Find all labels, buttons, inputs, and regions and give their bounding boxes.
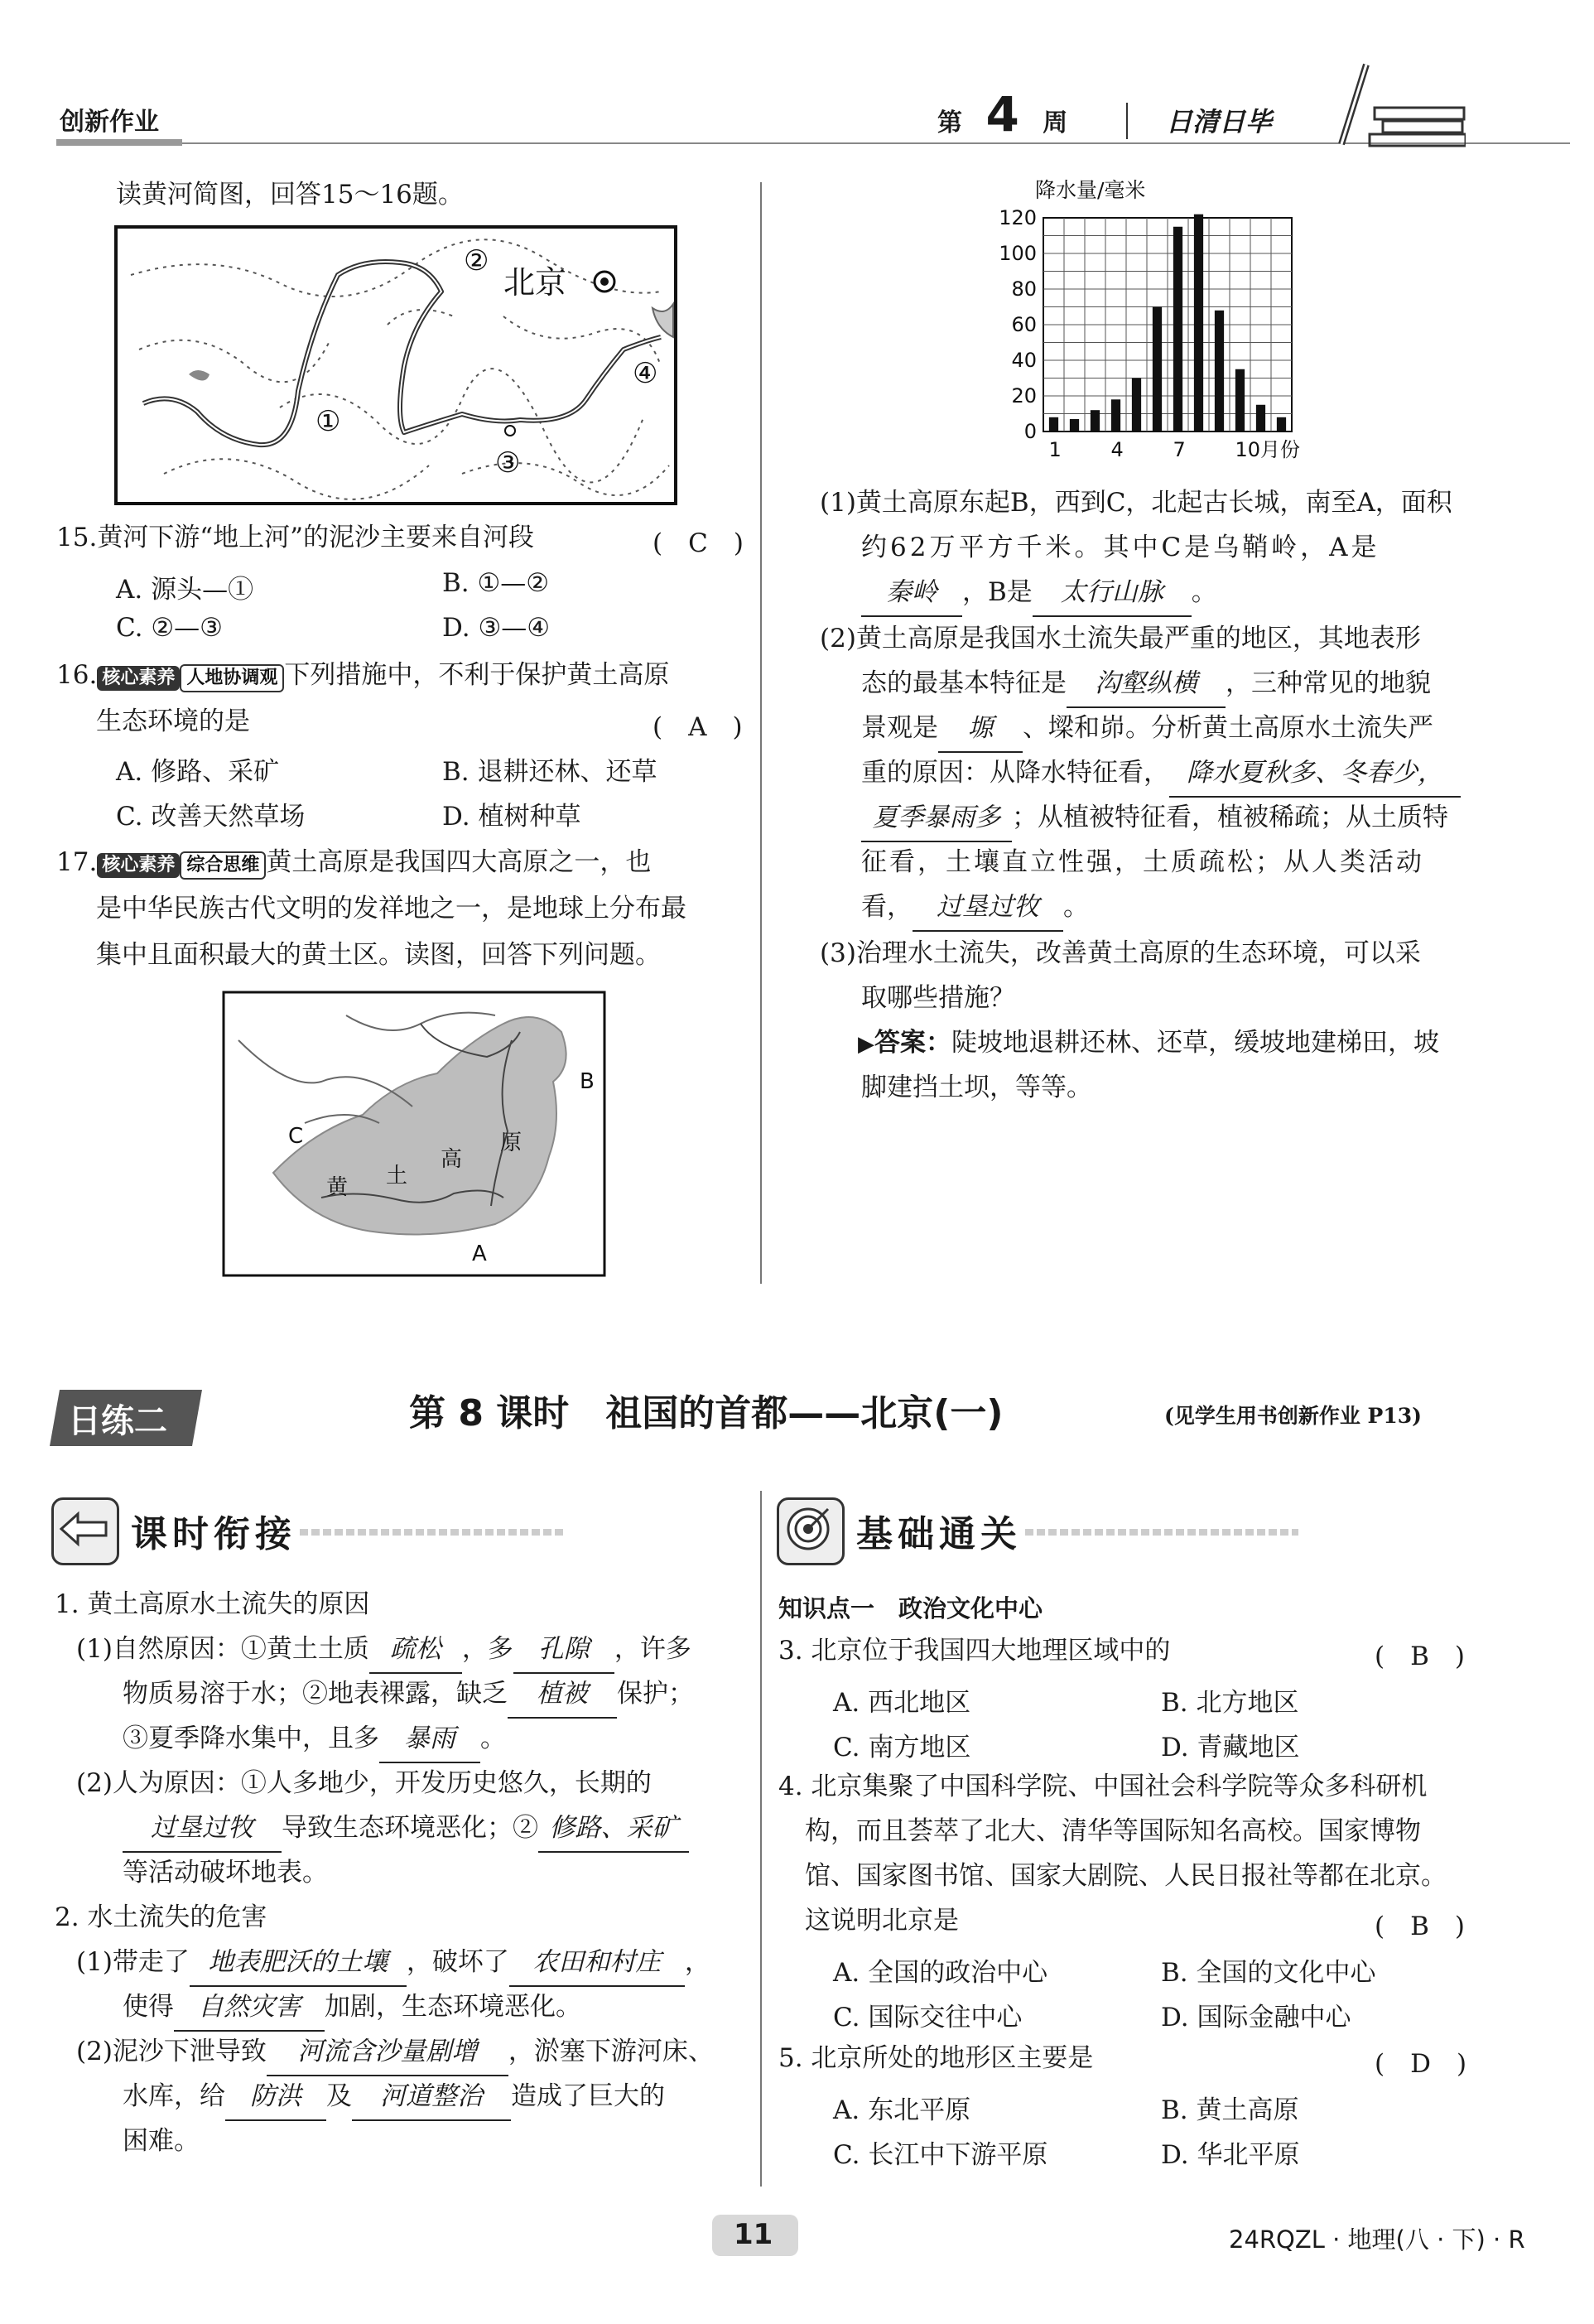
week-prefix: 第: [937, 108, 962, 137]
blank-flood: 防洪: [225, 2074, 326, 2121]
blank-overgrazing: 过垦过牧: [123, 1806, 282, 1853]
chart-bar-month-2: [1070, 419, 1079, 432]
header-brand: 日清日毕: [1166, 106, 1273, 137]
chart-xtick: 4: [1110, 438, 1124, 461]
q16-answer: ( A ): [653, 712, 743, 742]
q17-part2-line5: 夏季暴雨多 ；从植被特征看，植被稀疏；从土质特: [861, 795, 1448, 842]
q15-option-a: A. 源头—①: [116, 575, 254, 605]
q16-tag-core: 核心素养: [97, 666, 180, 691]
q15-answer: ( C ): [653, 528, 744, 558]
left-line-2: 物质易溶于水；②地表裸露，缺乏 植被 保护；: [123, 1671, 694, 1719]
q5-option-a: A. 东北平原: [833, 2095, 971, 2125]
left-subhead: [51, 1497, 565, 1560]
q16-number: 16.: [56, 660, 98, 690]
chart-bar-month-5: [1132, 378, 1141, 432]
map2-label-gao: 高: [441, 1147, 463, 1172]
q17-part2-line4: 重的原因：从降水特征看， 降水夏秋多、冬春少，: [861, 750, 1461, 798]
left-line-4: (2)人为原因：①人多地少，开发历史悠久，长期的: [76, 1768, 652, 1798]
q16-option-a: A. 修路、采矿: [116, 757, 280, 787]
q17-line-2: 是中华民族古代文明的发祥地之一，是地球上分布最: [96, 894, 686, 923]
chart-bar-month-4: [1111, 399, 1120, 432]
q17-part2-line3: 景观是 塬 、墚和峁。分析黄土高原水土流失严: [861, 706, 1433, 753]
map2-label-tu: 土: [386, 1164, 408, 1189]
header-week: [937, 86, 1067, 142]
q17-answer-a: 秦岭: [861, 570, 962, 617]
blank-topsoil: 地表肥沃的土壤: [190, 1940, 407, 1987]
left-line-11: 困难。: [123, 2126, 200, 2156]
lesson-reference: (见学生用书创新作业 P13): [1164, 1404, 1422, 1428]
left-line-8: 使得 自然灾害 加剧，生态环境恶化。: [123, 1984, 581, 2032]
map2-label-huang: 黄: [326, 1175, 349, 1200]
chart-bar-month-12: [1277, 417, 1286, 432]
map1-intro: 读黄河简图，回答15～16题。: [116, 180, 464, 210]
double-arrow-icon: [58, 1509, 109, 1549]
q16-tag-type: 人地协调观: [180, 664, 284, 692]
chart-ytick: 100: [999, 242, 1037, 265]
blank-sediment: 河流含沙量剧增: [267, 2029, 508, 2076]
q15-text: 黄河下游“地上河”的泥沙主要来自河段: [97, 523, 535, 552]
header-left-underline: [56, 139, 182, 146]
q3-option-d: D. 青藏地区: [1161, 1733, 1300, 1762]
answer-line-2: 脚建挡土坝，等等。: [861, 1073, 1092, 1102]
q17-part1-line1: (1)黄土高原东起B，西到C，北起古长城，南至A，面积: [820, 488, 1452, 518]
q4-line-1: 4. 北京集聚了中国科学院、中国社会科学院等众多科研机: [778, 1772, 1428, 1801]
chart-ylabel: 降水量/毫米: [1035, 178, 1146, 202]
q15-option-b: B. ①—②: [442, 568, 550, 598]
q17-answer-b: 太行山脉: [1033, 570, 1192, 617]
section-badge-text: 日练二: [68, 1402, 167, 1440]
q17-answer-landform: 沟壑纵横: [1067, 661, 1226, 708]
q17-part2-line6: 征看，土壤直立性强，土质疏松；从人类活动: [861, 847, 1424, 877]
q16-text-2: 生态环境的是: [96, 706, 250, 736]
page-number: 11: [734, 2218, 773, 2251]
q16-option-d: D. 植树种草: [442, 802, 581, 832]
q3-text: 3. 北京位于我国四大地理区域中的: [778, 1636, 1171, 1666]
q17-part2-line2: 态的最基本特征是 沟壑纵横 ，三种常见的地貌: [861, 661, 1431, 708]
loess-plateau-map: [222, 991, 606, 1277]
q16: [56, 653, 752, 698]
left-line-7: (1)带走了 地表肥沃的土壤 ，破坏了 农田和村庄 ，: [76, 1940, 710, 1987]
q3-option-a: A. 西北地区: [833, 1688, 971, 1718]
q17-part2-line1: (2)黄土高原是我国水土流失最严重的地区，其地表形: [820, 624, 1421, 653]
q5-option-c: C. 长江中下游平原: [833, 2140, 1048, 2170]
left-line-9: (2)泥沙下泄导致 河流含沙量剧增 ，淤塞下游河床、: [76, 2029, 714, 2076]
q17-part3-line1: (3)治理水土流失，改善黄土高原的生态环境，可以采: [820, 938, 1421, 968]
q5-text: 5. 北京所处的地形区主要是: [778, 2043, 1094, 2073]
q4-option-b: B. 全国的文化中心: [1161, 1958, 1376, 1988]
blank-river-control: 河道整治: [352, 2074, 511, 2121]
footer-code: 24RQZL · 地理(八 · 下) · R: [1229, 2225, 1525, 2254]
q16-option-b: B. 退耕还林、还草: [442, 757, 657, 787]
chart-ytick: 80: [1011, 277, 1037, 301]
q4-line-3: 馆、国家图书馆、国家大剧院、人民日报社等都在北京。: [805, 1861, 1447, 1891]
q17: [56, 840, 760, 885]
q4-line-4: 这说明北京是: [805, 1906, 959, 1936]
left-line-3: ③夏季降水集中，且多 暴雨 。: [123, 1716, 506, 1763]
q17-answer-yuan: 塬: [938, 706, 1023, 753]
blank-rainstorm: 暴雨: [379, 1716, 480, 1763]
q17-answer-human: 过垦过牧: [913, 885, 1063, 932]
q17-number: 17.: [56, 847, 98, 877]
chart-ytick: 120: [999, 206, 1037, 229]
q15: [56, 515, 744, 561]
left-heading-1: 1. 黄土高原水土流失的原因: [55, 1589, 370, 1619]
map2-label-yuan: 原: [500, 1131, 523, 1155]
q17-answer-rain: 降水夏秋多、冬春少，: [1169, 750, 1461, 798]
q16-text-1: 下列措施中，不利于保护黄土高原: [284, 660, 670, 690]
q3-answer: ( B ): [1375, 1642, 1465, 1671]
answer-line-1: 陡坡地退耕还林、还草，缓坡地建梯田，坡: [951, 1028, 1439, 1058]
chart-ytick: 60: [1011, 313, 1037, 336]
q17-line-3: 集中且面积最大的黄土区。读图，回答下列问题。: [96, 940, 661, 970]
map2-label-b: B: [580, 1069, 595, 1094]
q4-option-a: A. 全国的政治中心: [833, 1958, 1048, 1988]
left-line-5: 过垦过牧 导致生态环境恶化；② 修路、采矿: [123, 1806, 689, 1853]
q15-option-d: D. ③—④: [442, 613, 551, 643]
q17-part3-line2: 取哪些措施？: [861, 983, 1015, 1013]
q15-number: 15.: [56, 523, 98, 552]
map1-mark-1: ①: [315, 405, 341, 438]
q4-line-2: 构，而且荟萃了北大、清华等国际知名高校。国家博物: [805, 1816, 1421, 1846]
week-suffix: 周: [1043, 108, 1068, 137]
blank-disaster: 自然灾害: [174, 1984, 325, 2032]
q17-part1-line2: 约62万平方千米。其中C是乌鞘岭，A是: [861, 533, 1380, 562]
week-number: 4: [985, 86, 1019, 142]
header-left-label: 创新作业: [60, 108, 159, 137]
blank-pores: 孔隙: [513, 1627, 614, 1674]
map1-mark-4: ④: [633, 357, 658, 390]
chart-bar-month-1: [1049, 417, 1058, 432]
q17-line-1: 黄土高原是我国四大高原之一，也: [266, 847, 652, 877]
map2-label-a: A: [472, 1242, 487, 1266]
chart-bar-month-11: [1256, 405, 1265, 432]
q15-option-c: C. ②—③: [116, 613, 223, 643]
q17-answer-storm: 夏季暴雨多: [861, 795, 1012, 842]
q17-tag-core: 核心素养: [97, 853, 180, 878]
map1-mark-3: ③: [495, 446, 521, 480]
map1-city-label: 北京: [503, 264, 567, 301]
column-divider-bottom: [760, 1491, 762, 2187]
left-line-10: 水库，给 防洪 及 河道整治 造成了巨大的: [123, 2074, 665, 2121]
q17-part1-line3: 秦岭 ，B是 太行山脉 。: [861, 570, 1217, 617]
chart-bar-month-8: [1194, 215, 1203, 432]
left-line-6: 等活动破坏地表。: [123, 1858, 328, 1888]
blank-loose: 疏松: [369, 1627, 462, 1674]
q5-answer: ( D ): [1375, 2049, 1467, 2079]
chart-ytick: 20: [1011, 384, 1037, 407]
knowledge-point-1: 知识点一 政治文化中心: [778, 1594, 1043, 1622]
target-icon: [785, 1506, 831, 1552]
column-divider-top: [760, 182, 762, 1284]
left-heading-2: 2. 水土流失的危害: [55, 1902, 267, 1932]
map2-label-c: C: [288, 1124, 304, 1149]
header-divider: [1126, 103, 1128, 139]
map1-mark-2: ②: [464, 244, 489, 277]
q3-option-c: C. 南方地区: [833, 1733, 971, 1762]
q4-answer: ( B ): [1375, 1912, 1465, 1941]
precipitation-chart: [977, 172, 1325, 479]
blank-farmland: 农田和村庄: [509, 1940, 685, 1987]
book-pen-icon: [1325, 58, 1466, 149]
answer-label: 答案：: [874, 1028, 951, 1058]
right-subhead-title: 基础通关: [856, 1513, 1022, 1555]
blank-roadbuilding: 修路、采矿: [538, 1806, 689, 1853]
left-subhead-title: 课时衔接: [131, 1513, 296, 1555]
q16-option-c: C. 改善天然草场: [116, 802, 306, 832]
q17-tag-type: 综合思维: [180, 851, 266, 880]
chart-xtick: 10月份: [1235, 438, 1301, 461]
q17-answer-block: [858, 1020, 1439, 1068]
chart-bar-month-6: [1153, 307, 1162, 432]
chart-ytick: 40: [1011, 349, 1037, 372]
q17-part2-line7: 看， 过垦过牧 。: [861, 885, 1089, 932]
chart-xtick: 1: [1048, 438, 1062, 461]
yellow-river-map: [114, 225, 677, 505]
q5-option-d: D. 华北平原: [1161, 2140, 1300, 2170]
chart-bar-month-10: [1235, 369, 1245, 432]
left-line-1: (1)自然原因：①黄土土质 疏松 ，多 孔隙 ，许多: [76, 1627, 691, 1674]
chart-ytick: 0: [1023, 420, 1037, 443]
chart-xtick: 7: [1173, 438, 1186, 461]
q3-option-b: B. 北方地区: [1161, 1688, 1299, 1718]
q4-option-c: C. 国际交往中心: [833, 2003, 1023, 2032]
chart-bar-month-9: [1215, 311, 1224, 432]
chart-bar-month-3: [1091, 410, 1100, 432]
lesson-title: 第 8 课时 祖国的首都——北京(一): [409, 1392, 1004, 1434]
q5-option-b: B. 黄土高原: [1161, 2095, 1299, 2125]
blank-vegetation: 植被: [508, 1671, 617, 1719]
q4-option-d: D. 国际金融中心: [1161, 2003, 1351, 2032]
answer-arrow-icon: ▶: [858, 1032, 874, 1057]
chart-bar-month-7: [1173, 227, 1182, 432]
right-subhead: [777, 1497, 1307, 1560]
